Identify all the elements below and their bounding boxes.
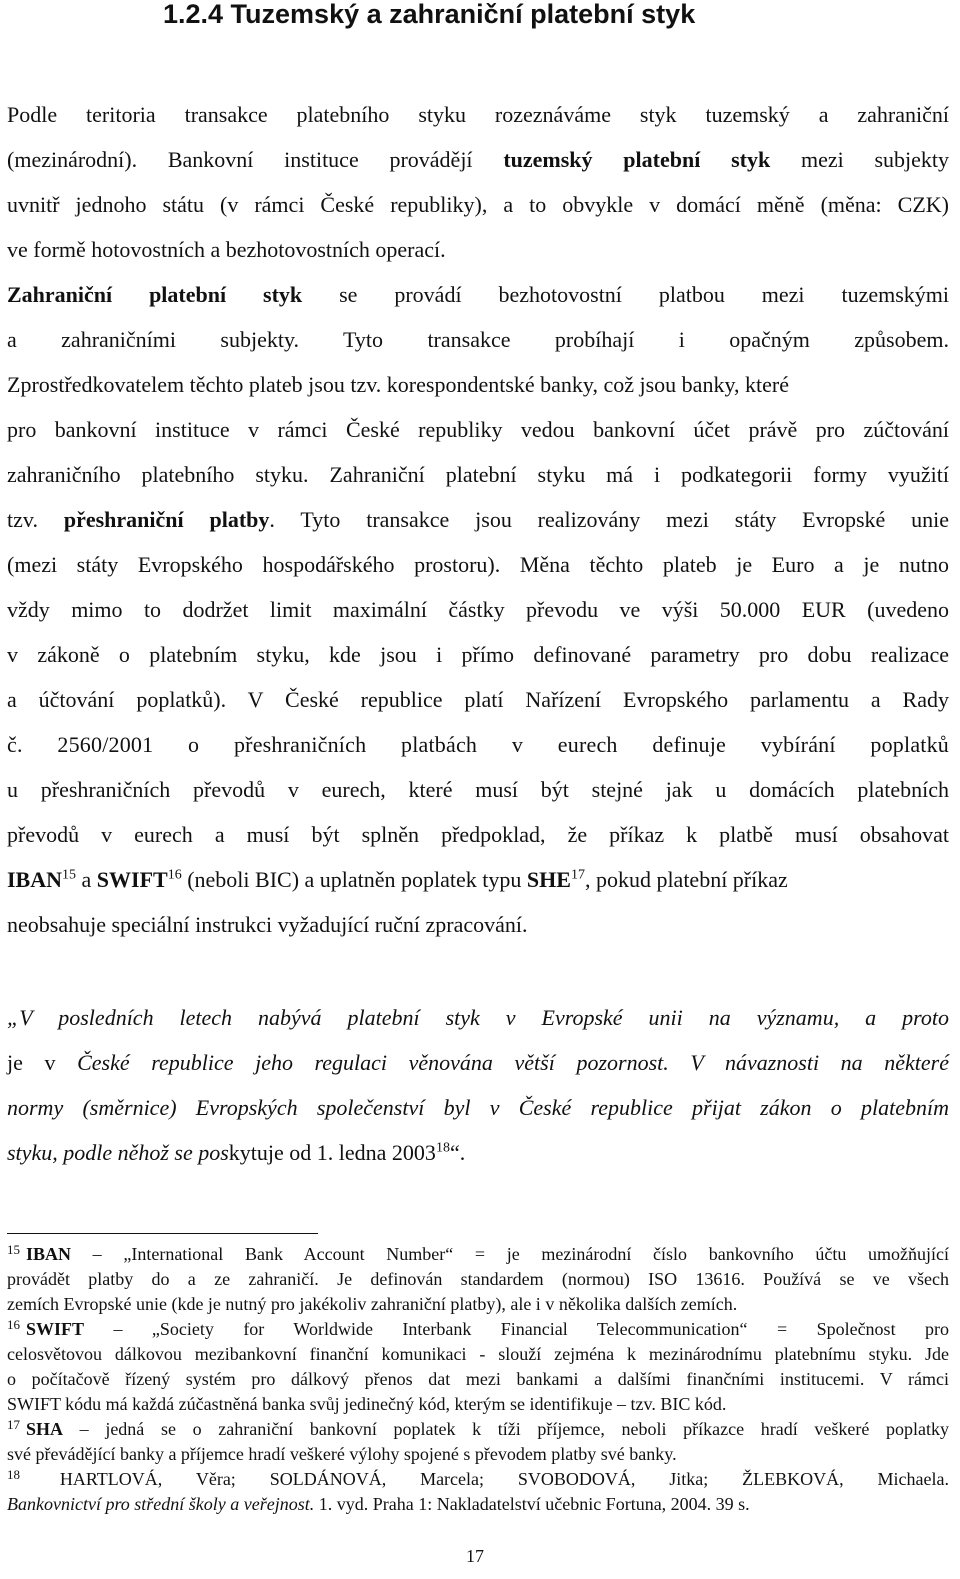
- footnote-18: $^{18}$ HARTLOVÁ, Věra; SOLDÁNOVÁ, Marcela; SVOBODOVÁ, Jitka; ŽLEBKOVÁ, Michaela.: [7, 1466, 949, 1489]
- footnote-line: o počítačově řízený systém pro dálkový přenos dat mezi bankami a dalšími finančními institucemi. V rámci: [7, 1369, 949, 1389]
- text-line: je v České republice jeho regulaci věnována větší pozornost. V návaznosti na některé: [7, 1050, 950, 1075]
- footnote-ref: 18: [435, 1140, 450, 1156]
- footnote-line: SWIFT kódu má každá zúčastněná banka svůj jedinečný kód, kterým se identifikuje – tzv. BIC kód.: [7, 1394, 727, 1414]
- text-line: normy (směrnice) Evropských společenství byl v České republice přijat zákon o platebním: [7, 1095, 949, 1120]
- footnote-ref: 17: [570, 867, 585, 883]
- page-number: 17: [466, 1546, 484, 1566]
- text-line: (mezinárodní). Bankovní instituce provádějí tuzemský platební styk mezi subjekty: [7, 147, 950, 172]
- text-line: styku, podle něhož se poskytuje od 1. ledna 2003$^{18}$“.: [7, 1140, 466, 1165]
- section-heading: 1.2.4 Tuzemský a zahraniční platební styk: [163, 0, 696, 29]
- paragraph-domestic-payments: [7, 92, 949, 272]
- text-line: a zahraničními subjekty. Tyto transakce probíhají i opačným způsobem.: [7, 327, 949, 352]
- text-line: u přeshraničních převodů v eurech, které musí být stejné jak u domácích platebních: [7, 777, 949, 802]
- text-line: a účtování poplatků). V České republice platí Nařízení Evropského parlamentu a Rady: [7, 687, 949, 712]
- text-line: tzv. přeshraniční platby. Tyto transakce jsou realizovány mezi státy Evropské unie: [7, 507, 950, 532]
- footnote-line: zemích Evropské unie (kde je nutný pro jakékoliv zahraniční platby), ale i v několika dalších zemích.: [7, 1294, 738, 1314]
- quotation-block: [7, 995, 949, 1175]
- text-line: IBAN$^{15}$ a SWIFT$^{16}$ (neboli BIC) a uplatněn poplatek typu SHE$^{17}$, pokud platební příkaz: [7, 867, 788, 892]
- text-line: uvnitř jednoho státu (v rámci České republiky), a to obvykle v domácí měně (měna: CZK): [7, 192, 949, 217]
- footnote-line: Bankovnictví pro střední školy a veřejnost. 1. vyd. Praha 1: Nakladatelství učebnic Fortuna, 2004. 39 s.: [7, 1494, 750, 1514]
- term-domestic-payment: tuzemský platební styk: [503, 147, 771, 172]
- term-swift: SWIFT: [96, 867, 168, 892]
- text-line: převodů v eurech a musí být splněn předpoklad, že příkaz k platbě musí obsahovat: [7, 822, 949, 847]
- text-line: Zprostředkovatelem těchto plateb jsou tzv. korespondentské banky, což jsou banky, které: [7, 372, 789, 397]
- term-foreign-payment: Zahraniční platební styk: [7, 282, 303, 307]
- footnote-line: celosvětovou dálkovou mezibankovní finanční komunikaci - slouží zejména k mezinárodnímu platebnímu styku. Jde: [7, 1344, 949, 1364]
- footnote-line: provádět platby do a ze zahraničí. Je definován standardem (normou) ISO 13616. Používá se ve všech: [7, 1269, 949, 1289]
- term-she: SHE: [526, 867, 571, 892]
- footnote-ref: 15: [62, 867, 77, 883]
- text-line: v zákoně o platebním styku, kde jsou i přímo definované parametry pro dobu realizace: [7, 642, 949, 667]
- footnotes: [7, 1242, 949, 1517]
- footnote-line: své převádějící banky a příjemce hradí veškeré výlohy spojené s převodem platby své banky.: [7, 1444, 677, 1464]
- text-line: č. 2560/2001 o přeshraničních platbách v eurech definuje vybírání poplatků: [7, 732, 949, 757]
- footnote-16: $^{16}$ SWIFT – „Society for Worldwide Interbank Financial Telecommunication“ = Společnost pro: [7, 1316, 949, 1339]
- text-line: vždy mimo to dodržet limit maximální částky převodu ve výši 50.000 EUR (uvedeno: [7, 597, 949, 622]
- text-line: neobsahuje speciální instrukci vyžadující ruční zpracování.: [7, 912, 528, 937]
- text-line: zahraničního platebního styku. Zahraniční platební styku má i podkategorii formy využití: [7, 462, 949, 487]
- text-line: „V posledních letech nabývá platební styk v Evropské unii na významu, a proto: [7, 1005, 949, 1030]
- text-line: Zahraniční platební styk se provádí bezhotovostní platbou mezi tuzemskými: [7, 282, 950, 307]
- footnote-ref: 16: [167, 867, 182, 883]
- footnote-separator: [7, 1233, 318, 1234]
- footnote-15: $^{15}$ IBAN – „International Bank Account Number“ = je mezinárodní číslo bankovního účtu umožňující: [7, 1241, 949, 1264]
- text-line: Podle teritoria transakce platebního styku rozeznáváme styk tuzemský a zahraniční: [7, 102, 949, 127]
- text-line: (mezi státy Evropského hospodářského prostoru). Měna těchto plateb je Euro a je nutno: [7, 552, 949, 577]
- footnote-17: $^{17}$ SHA – jedná se o zahraniční bankovní poplatek k tíži příjemce, neboli příkazce hradí veškeré poplatky: [7, 1416, 949, 1439]
- paragraph-foreign-payments: [7, 272, 949, 947]
- term-cross-border-payment: přeshraniční platby: [63, 507, 270, 532]
- term-iban: IBAN: [7, 867, 63, 892]
- text-line: ve formě hotovostních a bezhotovostních operací.: [7, 237, 446, 262]
- text-line: pro bankovní instituce v rámci České republiky vedou bankovní účet právě pro zúčtování: [7, 417, 949, 442]
